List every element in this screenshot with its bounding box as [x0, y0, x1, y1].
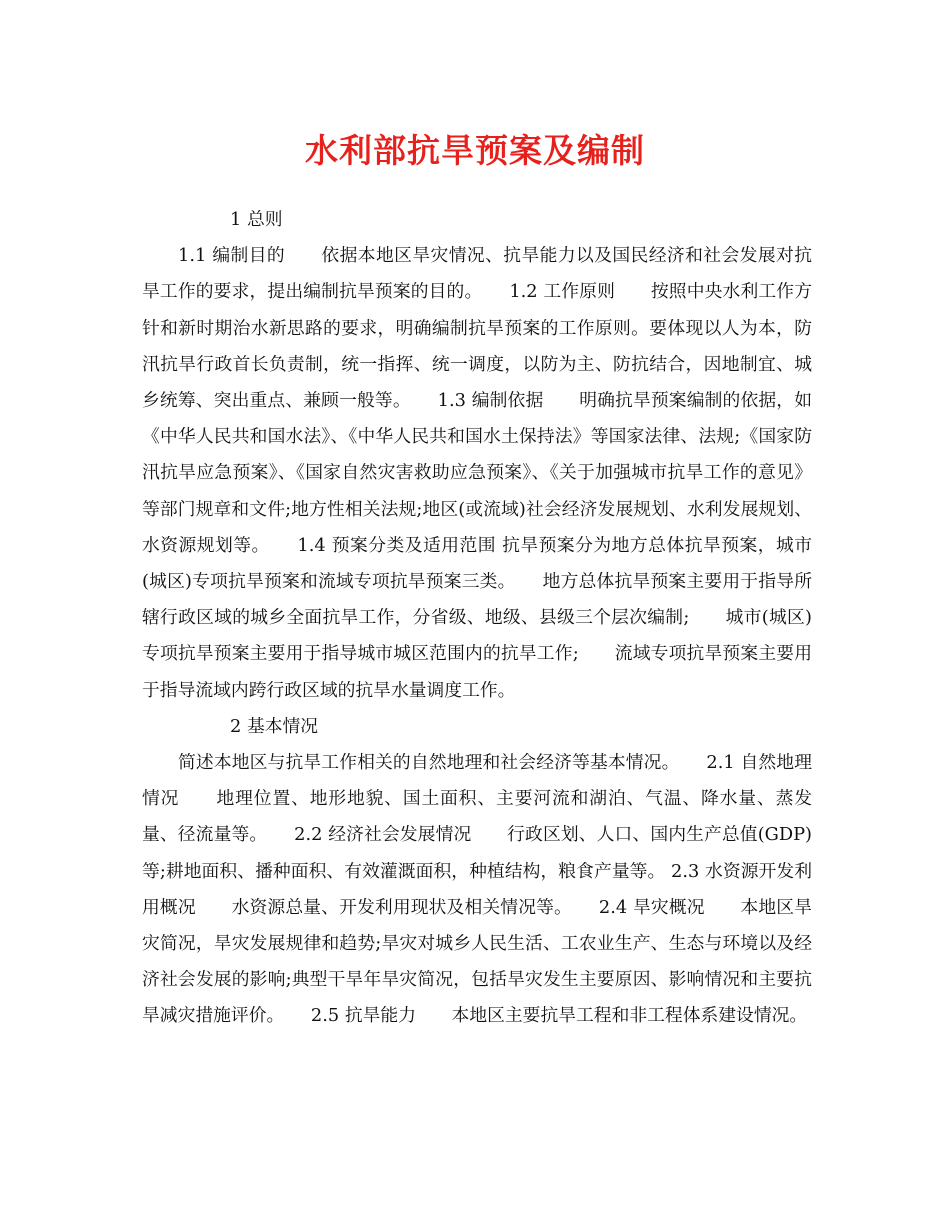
document-body	[142, 202, 812, 1035]
page-title: 水利部抗旱预案及编制	[305, 131, 645, 170]
section-heading-general: 1 总则	[230, 209, 283, 230]
section-heading-basic-situation: 2 基本情况	[230, 715, 319, 737]
section-paragraph-general: 1.1 编制目的 依据本地区旱灾情况、抗旱能力以及国民经济和社会发展对抗旱工作的要求，提出编制抗旱预案的目的。 1.2 工作原则 按照中央水利工作方针和新时期治水新思路的要求，明确编制抗旱预案的工作原则。要体现以人为本，防汛抗旱行政首长负责制，统一指挥、统一调度，以防为主、防抗结合，因地制宜、城乡统筹、突出重点、兼顾一般等。 1.3 编制依据 明确抗旱预案编制的依据，如《中华人民共和国水法》、《中华人民共和国水土保持法》等国家法律、法规;《国家防汛抗旱应急预案》、《国家自然灾害救助应急预案》、《关于加强城市抗旱工作的意见》等部门规章和文件;地方性相关法规;地区(或流域)社会经济发展规划、水利发展规划、水资源规划等。 1.4 预案分类及适用范围 抗旱预案分为地方总体抗旱预案，城市(城区)专项抗旱预案和流域专项抗旱预案三类。 地方总体抗旱预案主要用于指导所辖行政区域的城乡全面抗旱工作，分省级、地级、县级三个层次编制; 城市(城区)专项抗旱预案主要用于指导城市城区范围内的抗旱工作; 流域专项抗旱预案主要用于指导流域内跨行政区域的抗旱水量调度工作。	[142, 245, 812, 701]
section-paragraph-basic-situation: 简述本地区与抗旱工作相关的自然地理和社会经济等基本情况。 2.1 自然地理情况 地理位置、地形地貌、国土面积、主要河流和湖泊、气温、降水量、蒸发量、径流量等。 2.2 经济社会发展情况 行政区划、人口、国内生产总值(GDP)等;耕地面积、播种面积、有效灌溉面积，种植结构，粮食产量等。 2.3 水资源开发利用概况 水资源总量、开发利用现状及相关情况等。 2.4 旱灾概况 本地区旱灾简况，旱灾发展规律和趋势;旱灾对城乡人民生活、工农业生产、生态与环境以及经济社会发展的影响;典型干旱年旱灾简况，包括旱灾发生主要原因、影响情况和主要抗旱减灾措施评价。 2.5 抗旱能力 本地区主要抗旱工程和非工程体系建设情况。	[142, 752, 812, 1027]
